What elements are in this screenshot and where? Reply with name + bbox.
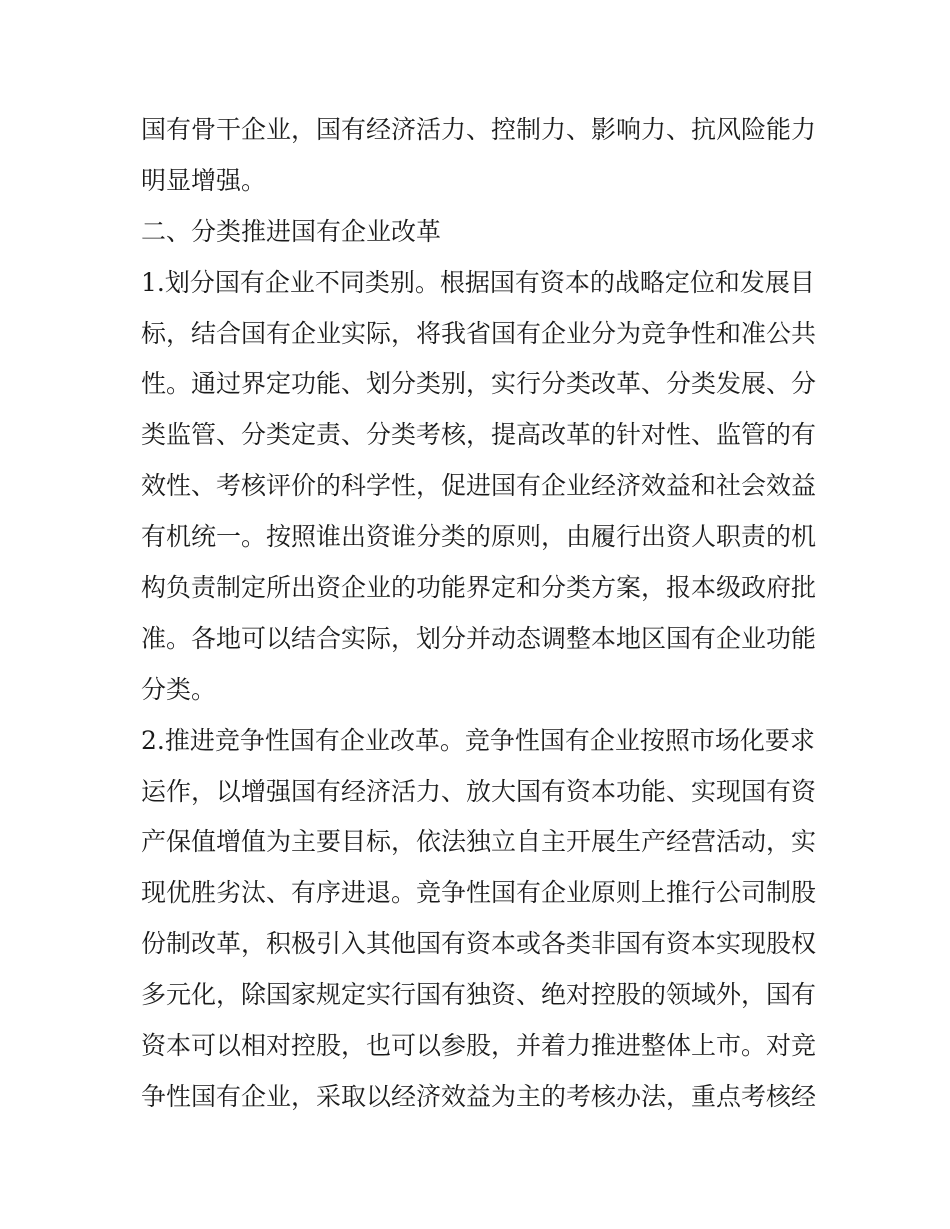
text-line: 构负责制定所出资企业的功能界定和分类方案，报本级政府批 — [141, 573, 817, 603]
text-line: 类监管、分类定责、分类考核，提高改革的针对性、监管的有 — [141, 420, 817, 450]
text-line: 性。通过界定功能、划分类别，实行分类改革、分类发展、分 — [141, 369, 817, 399]
text-line: 份制改革，积极引入其他国有资本或各类非国有资本实现股权 — [141, 929, 817, 959]
text-line: 争性国有企业，采取以经济效益为主的考核办法，重点考核经 — [141, 1081, 817, 1111]
text-line: 有机统一。按照谁出资谁分类的原则，由履行出资人职责的机 — [141, 522, 817, 552]
text-line: 2.推进竞争性国有企业改革。竞争性国有企业按照市场化要求 — [141, 725, 815, 755]
text-line: 国有骨干企业，国有经济活力、控制力、影响力、抗风险能力 — [141, 115, 817, 144]
section-heading: 二、分类推进国有企业改革 — [141, 216, 442, 246]
text-line: 运作，以增强国有经济活力、放大国有资本功能、实现国有资 — [141, 776, 817, 806]
text-line: 多元化，除国家规定实行国有独资、绝对控股的领域外，国有 — [141, 980, 817, 1010]
text-line: 分类。 — [141, 674, 217, 704]
text-line: 标，结合国有企业实际，将我省国有企业分为竞争性和准公共 — [141, 318, 817, 348]
text-line: 明显增强。 — [141, 165, 267, 195]
text-line: 1.划分国有企业不同类别。根据国有资本的战略定位和发展目 — [141, 267, 815, 297]
document-body — [141, 105, 821, 1123]
text-line: 资本可以相对控股，也可以参股，并着力推进整体上市。对竞 — [141, 1031, 817, 1061]
text-line: 现优胜劣汰、有序进退。竞争性国有企业原则上推行公司制股 — [141, 878, 817, 908]
text-line: 准。各地可以结合实际，划分并动态调整本地区国有企业功能 — [141, 623, 817, 653]
text-line: 效性、考核评价的科学性，促进国有企业经济效益和社会效益 — [141, 471, 817, 501]
text-line: 产保值增值为主要目标，依法独立自主开展生产经营活动，实 — [141, 827, 817, 857]
